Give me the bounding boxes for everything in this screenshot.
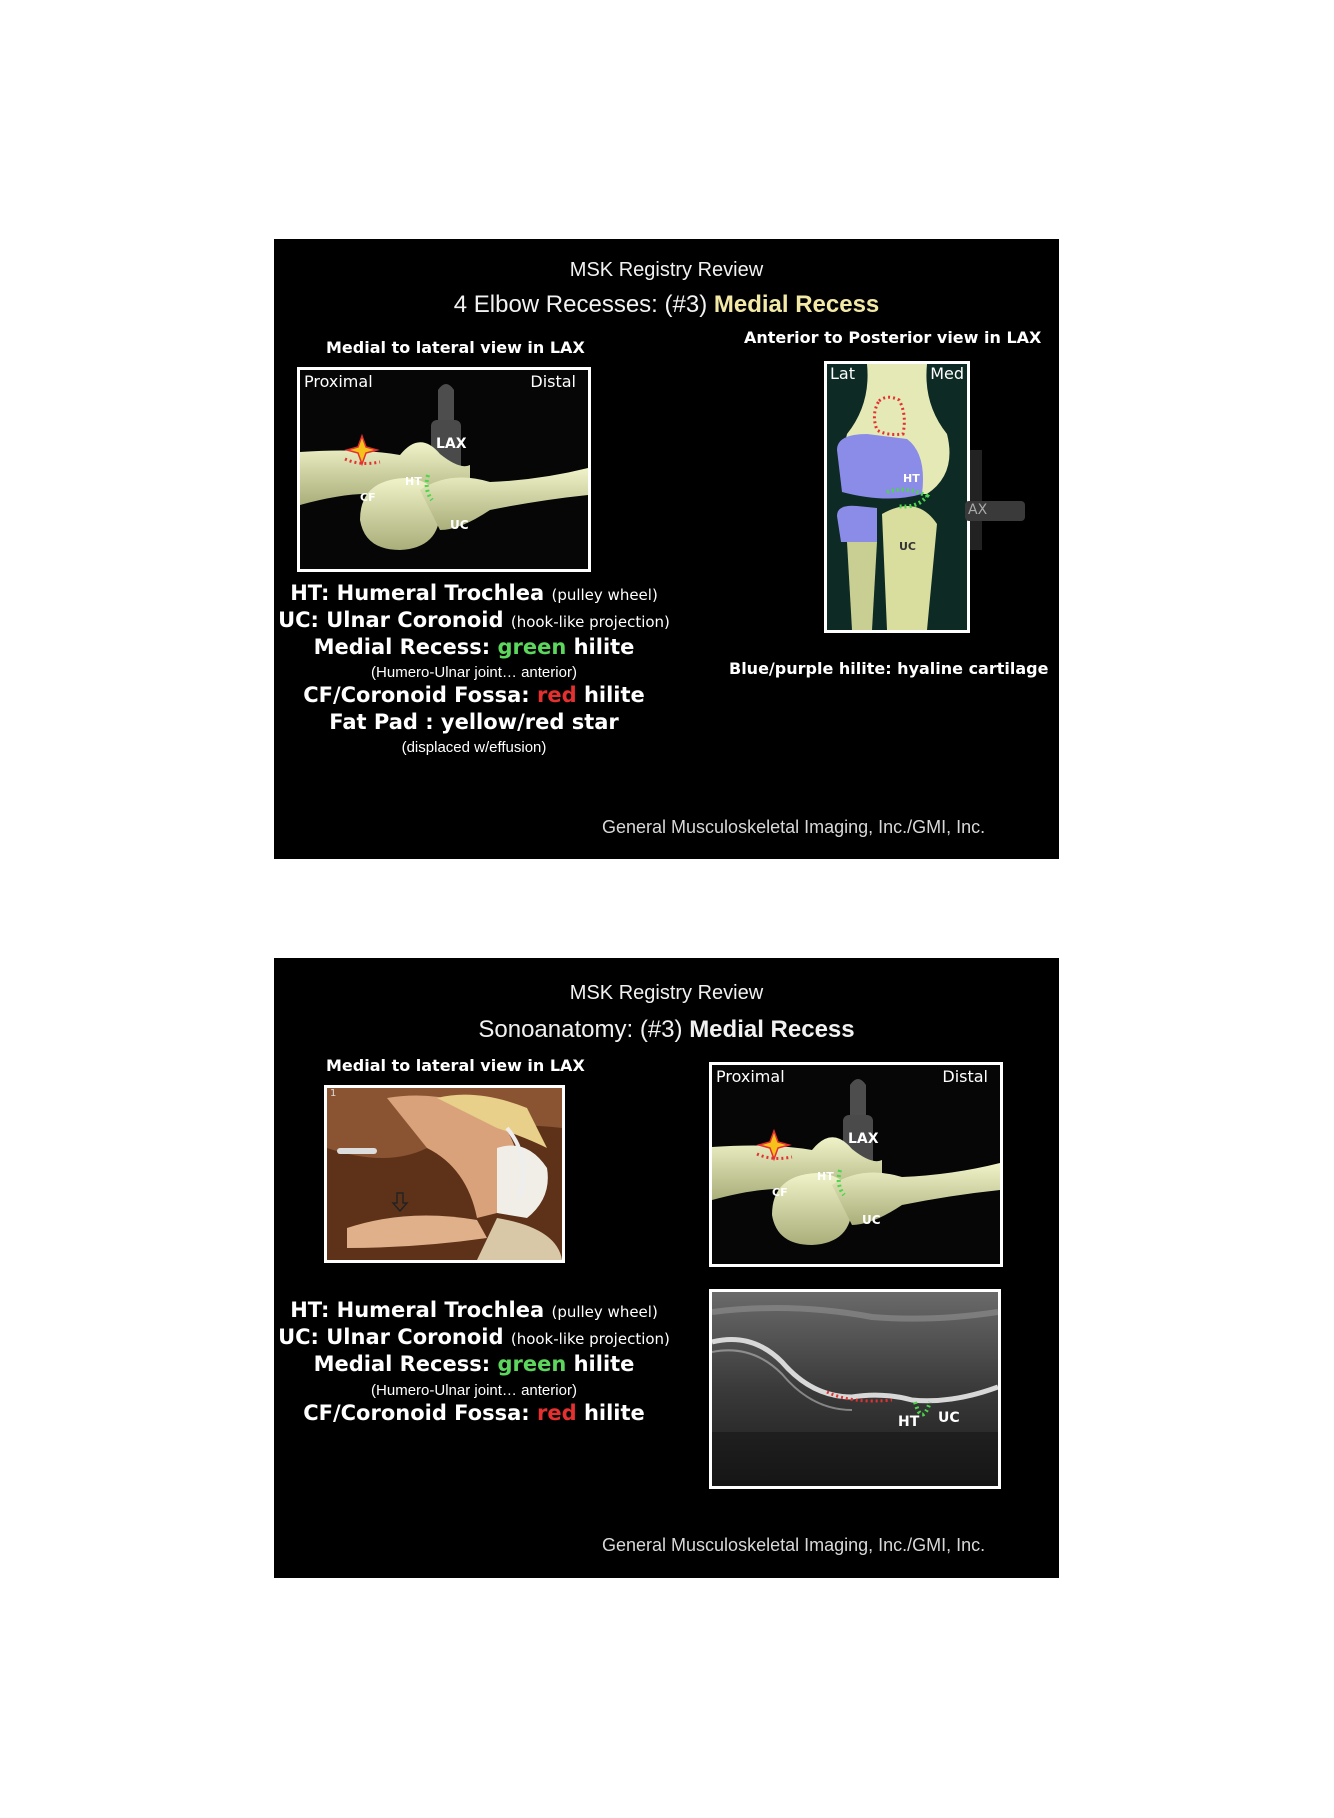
key-mr-bold: Medial Recess: — [313, 635, 491, 659]
title-number: 4 — [453, 291, 468, 318]
ap-lax-label: AX — [968, 502, 988, 518]
key-mr-green: green — [497, 635, 567, 659]
key-uc-small: (hook-like projection) — [510, 1330, 670, 1348]
key-uc — [274, 1325, 674, 1349]
title-text: Sonoanatomy: — [478, 1016, 634, 1043]
key-cf-red: red — [537, 1401, 577, 1425]
ap-uc-label: UC — [899, 540, 917, 553]
title-text: Elbow Recesses: — [473, 291, 658, 318]
key-mr-bold: Medial Recess: — [313, 1352, 491, 1376]
key-fat-pad: Fat Pad : yellow/red star — [329, 710, 619, 734]
us-ht-label: HT — [898, 1414, 920, 1430]
proximal-label: Proximal — [304, 372, 373, 391]
elbow-diagram-art — [712, 1065, 1000, 1264]
right-caption: Anterior to Posterior view in LAX — [744, 328, 1042, 347]
med-label: Med — [930, 364, 964, 383]
elbow-diagram-art — [300, 370, 588, 569]
key-mr-sub: (Humero-Ulnar joint… anterior) — [371, 664, 577, 681]
key-uc — [274, 608, 674, 632]
slide-header: MSK Registry Review — [569, 982, 764, 1004]
left-caption: Medial to lateral view in LAX — [326, 338, 585, 357]
slide-sonoanatomy — [274, 958, 1059, 1578]
key-uc-small: (hook-like projection) — [510, 613, 670, 631]
key-ht-bold: HT: Humeral Trochlea — [290, 581, 545, 605]
slide-header: MSK Registry Review — [569, 259, 764, 281]
photo-marker: 1 — [330, 1088, 337, 1099]
slide-title — [274, 291, 1059, 319]
key-medial-recess — [274, 635, 674, 659]
hyaline-note: Blue/purple hilite: hyaline cartilage — [729, 659, 1049, 678]
us-uc-label: UC — [938, 1410, 960, 1426]
key-ht-small: (pulley wheel) — [551, 586, 658, 604]
ultrasound-image — [709, 1289, 1001, 1489]
slide-footer: General Musculoskeletal Imaging, Inc./GMI, Inc. — [602, 1535, 986, 1555]
elbow-lateral-diagram — [709, 1062, 1003, 1267]
key-mr-sub: (Humero-Ulnar joint… anterior) — [371, 1382, 577, 1399]
exam-photo-art — [327, 1088, 562, 1260]
key-coronoid-fossa — [274, 1401, 674, 1425]
key-cf-hilite: hilite — [583, 1401, 645, 1425]
lax-label: LAX — [436, 436, 467, 452]
key-fp-sub: (displaced w/effusion) — [401, 739, 547, 756]
cf-label: CF — [360, 491, 376, 504]
proximal-label: Proximal — [716, 1067, 785, 1086]
key-cf-red: red — [537, 683, 577, 707]
elbow-ap-art — [827, 364, 967, 630]
ht-label: HT — [405, 475, 422, 488]
distal-label: Distal — [530, 372, 576, 391]
ultrasound-art — [712, 1292, 998, 1486]
cf-label: CF — [772, 1186, 788, 1199]
key-mr-hilite: hilite — [573, 635, 635, 659]
key-uc-bold: UC: Ulnar Coronoid — [278, 1325, 504, 1349]
title-index: (#3) — [639, 1016, 683, 1043]
uc-label: UC — [862, 1213, 881, 1227]
uc-label: UC — [450, 518, 469, 532]
left-caption: Medial to lateral view in LAX — [326, 1056, 585, 1075]
ht-label: HT — [817, 1170, 834, 1183]
key-ht-bold: HT: Humeral Trochlea — [290, 1298, 545, 1322]
key-cf-hilite: hilite — [583, 683, 645, 707]
elbow-ap-diagram — [824, 361, 970, 633]
key-mr-green: green — [497, 1352, 567, 1376]
key-cf-bold: CF/Coronoid Fossa: — [303, 683, 530, 707]
distal-label: Distal — [942, 1067, 988, 1086]
slide-elbow-recesses — [274, 239, 1059, 859]
elbow-lateral-diagram — [297, 367, 591, 572]
title-bold: Medial Recess — [713, 291, 880, 318]
title-index: (#3) — [664, 291, 708, 318]
key-ht-small: (pulley wheel) — [551, 1303, 658, 1321]
key-mr-hilite: hilite — [573, 1352, 635, 1376]
key-ht — [274, 581, 674, 605]
key-ht — [274, 1298, 674, 1322]
lax-label: LAX — [848, 1131, 879, 1147]
lat-label: Lat — [830, 364, 855, 383]
key-coronoid-fossa — [274, 683, 674, 707]
ap-ht-label: HT — [903, 472, 920, 485]
key-uc-bold: UC: Ulnar Coronoid — [278, 608, 504, 632]
title-bold: Medial Recess — [689, 1016, 855, 1043]
key-cf-bold: CF/Coronoid Fossa: — [303, 1401, 530, 1425]
key-medial-recess — [274, 1352, 674, 1376]
slide-title — [274, 1016, 1059, 1044]
exam-photo — [324, 1085, 565, 1263]
slide-footer: General Musculoskeletal Imaging, Inc./GMI, Inc. — [602, 817, 986, 837]
